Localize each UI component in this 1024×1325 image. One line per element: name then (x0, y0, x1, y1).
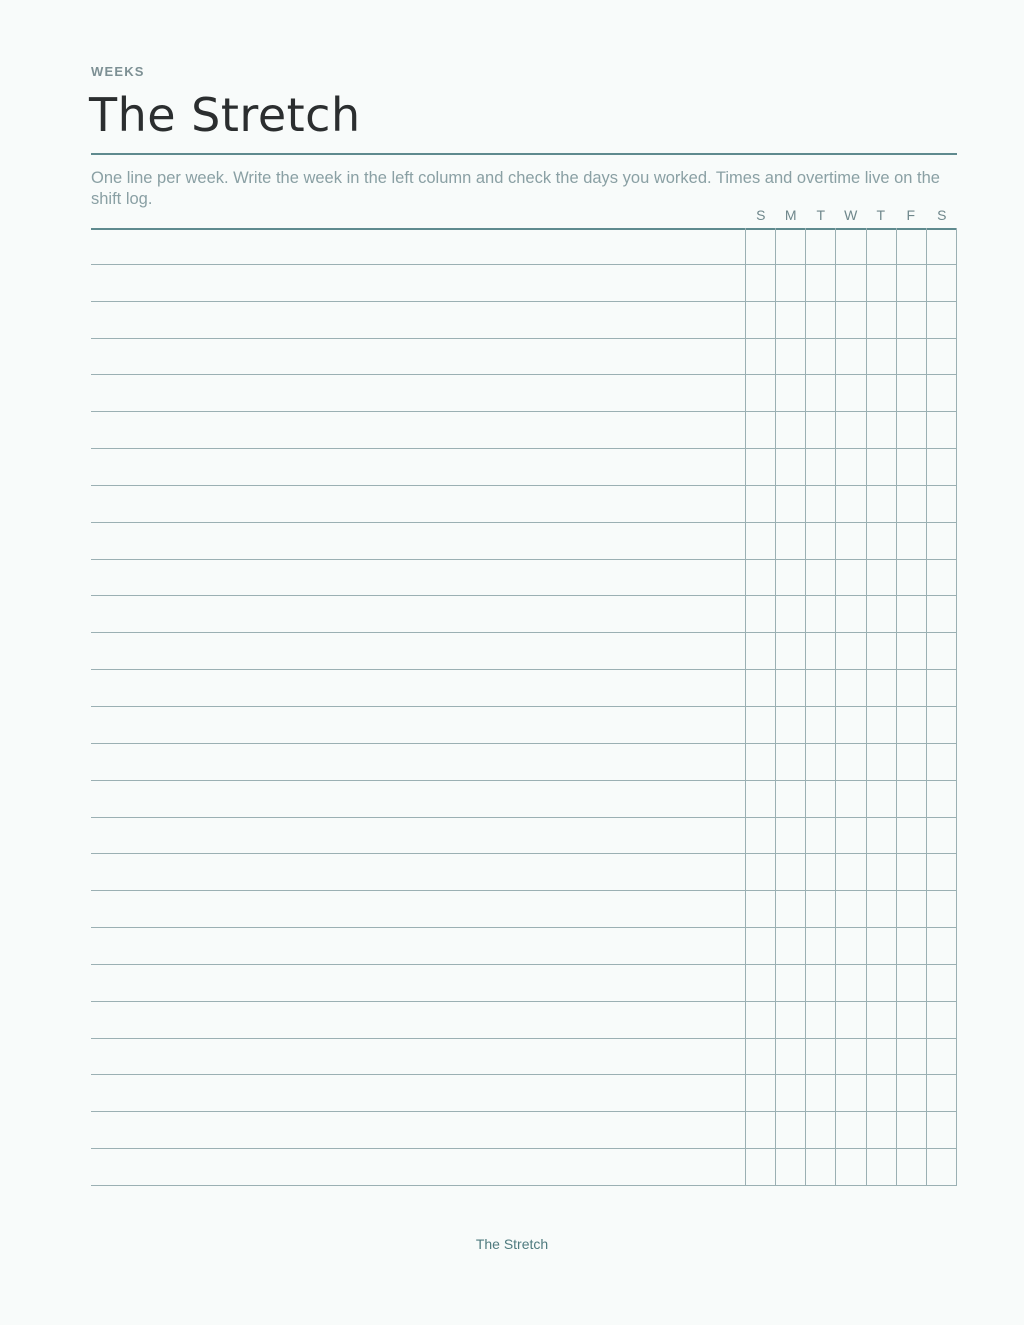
week-row (91, 486, 746, 523)
page-title: The Stretch (89, 88, 361, 142)
week-row (91, 449, 746, 486)
week-row (91, 744, 746, 781)
week-row (91, 265, 746, 302)
week-row (91, 560, 746, 597)
day-header-thursday: T (876, 207, 886, 223)
week-row (91, 523, 746, 560)
week-row (91, 228, 746, 265)
week-log-grid-lines (91, 228, 957, 1186)
week-row (91, 1075, 746, 1112)
week-row (91, 596, 746, 633)
section-eyebrow: WEEKS (91, 64, 145, 79)
title-rule (91, 153, 957, 155)
week-row (91, 854, 746, 891)
day-header-tuesday: T (816, 207, 826, 223)
week-row (91, 781, 746, 818)
day-header-wednesday: W (844, 207, 858, 223)
day-header-sunday: S (756, 207, 766, 223)
week-log-grid (91, 228, 957, 1186)
week-row (91, 1149, 746, 1186)
intro-text: One line per week. Write the week in the left column and check the days you worked. Times and overtime live on the shift log. (91, 169, 940, 208)
footer-text: The Stretch (475, 1236, 549, 1252)
week-row (91, 1112, 746, 1149)
week-row (91, 670, 746, 707)
week-row (91, 412, 746, 449)
week-row (91, 375, 746, 412)
week-row (91, 339, 746, 376)
day-header-friday: F (906, 207, 916, 223)
week-row (91, 707, 746, 744)
week-row (91, 965, 746, 1002)
week-row (91, 1002, 746, 1039)
day-header-row (746, 207, 957, 225)
day-header-saturday: S (937, 207, 947, 223)
week-row (91, 1039, 746, 1076)
week-row (91, 633, 746, 670)
week-row (91, 891, 746, 928)
week-row (91, 302, 746, 339)
week-row (91, 928, 746, 965)
week-row (91, 818, 746, 855)
day-header-monday: M (784, 207, 798, 223)
